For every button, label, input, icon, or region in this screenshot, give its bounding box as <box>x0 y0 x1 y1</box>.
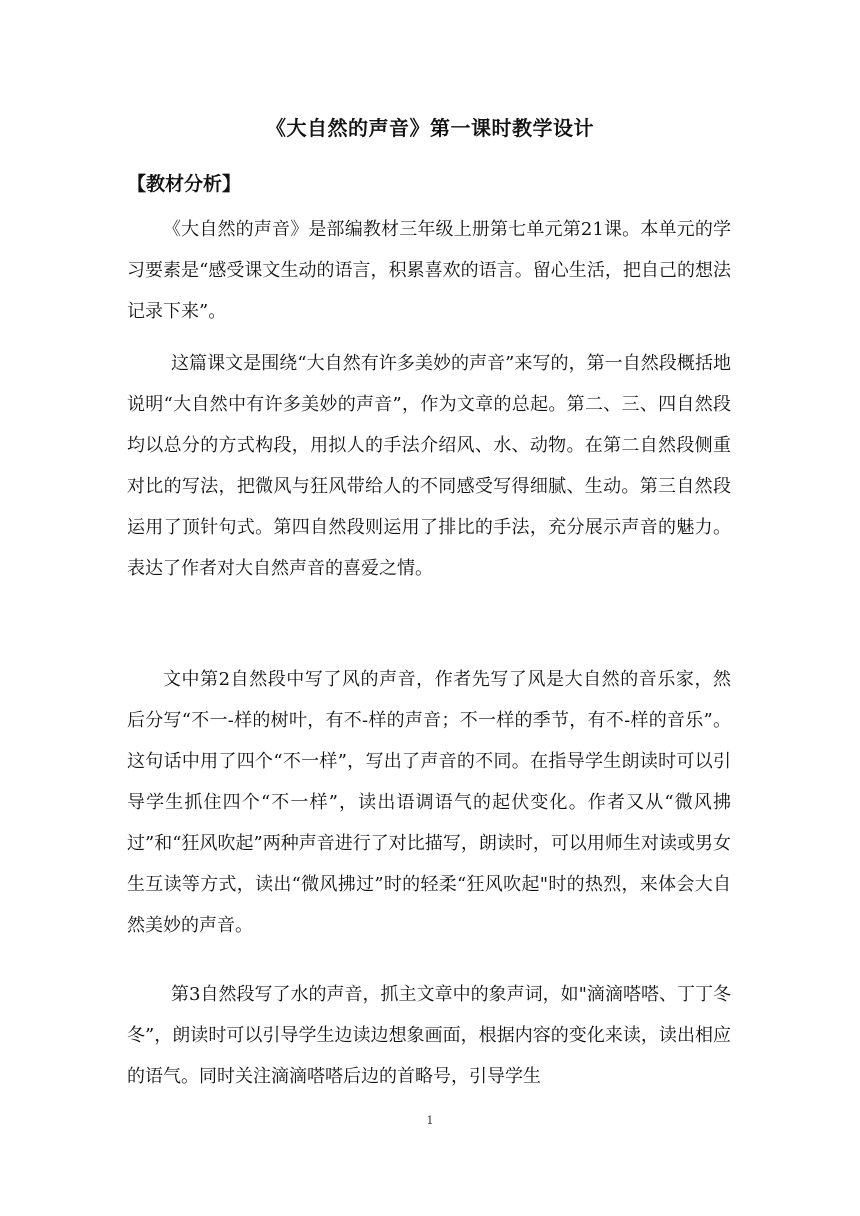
paragraph-2: 这篇课文是围绕“大自然有许多美妙的声音”来写的，第一自然段概括地说明“大自然中有许多美妙的声音”，作为文章的总起。第二、三、四自然段均以总分的方式构段，用拟人的手法介绍风、水、动物。在第二自然段侧重对比的写法，把微风与狂风带给人的不同感受写得细腻、生动。第三自然段运用了顶针句式。第四自然段则运用了排比的手法，充分展示声音的魅力。表达了作者对大自然声音的喜爱之情。 <box>127 353 731 579</box>
section-heading: 【教材分析】 <box>127 173 242 195</box>
paragraph-1: 《大自然的声音》是部编教材三年级上册第七单元第21课。本单元的学习要素是“感受课文生动的语言，积累喜欢的语言。留心生活，把自己的想法记录下来”。 <box>127 219 731 322</box>
document-title: 《大自然的声音》第一课时教学设计 <box>266 116 594 140</box>
paragraph-3: 文中第2自然段中写了风的声音，作者先写了风是大自然的音乐家，然后分写“不一-样的树叶，有不-样的声音；不一样的季节，有不-样的音乐”。这句话中用了四个“不一样”，写出了声音的不同。在指导学生朗读时可以引导学生抓住四个“不一样”，读出语调语气的起伏变化。作者又从“微风拂过”和“狂风吹起”两种声音进行了对比描写，朗读时，可以用师生对读或男女生互读等方式，读出“微风拂过”时的轻柔“狂风吹起"时的热烈，来体会大自然美妙的声音。 <box>127 669 731 936</box>
paragraph-4: 第3自然段写了水的声音，抓主文章中的象声词，如"滴滴嗒嗒、丁丁冬冬”，朗读时可以引导学生边读边想象画面，根据内容的变化来读，读出相应的语气。同时关注滴滴嗒嗒后边的首略号，引导学生 <box>127 984 731 1087</box>
page-number: 1 <box>426 1114 434 1127</box>
